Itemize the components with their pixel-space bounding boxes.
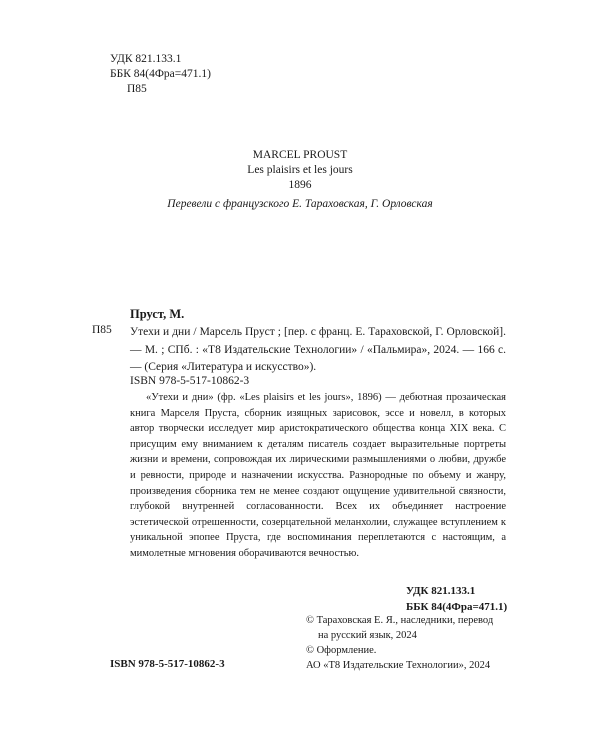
copyright-design: © Оформление. [306, 645, 377, 656]
original-title: Les plaisirs et les jours [247, 164, 353, 176]
catalog-isbn: ISBN 978-5-517-10862-3 [130, 375, 250, 387]
original-edition-info [0, 148, 600, 193]
copyright-publisher: АО «Т8 Издательские Технологии», 2024 [306, 660, 491, 671]
copyright-translation-cont: на русский язык, 2024 [318, 630, 417, 641]
copyright-translation: © Тараховская Е. Я., наследники, перевод [306, 615, 494, 626]
catalog-author-heading: Пруст, М. [130, 307, 185, 321]
bibliographic-entry: Утехи и дни / Марсель Пруст ; [пер. с франц. Е. Тараховской, Г. Орловской]. — М. ; СПб. : «Т8 Издательские Технологии» / «Пальмира», 2024. — 166 с. — (Серия «Литература и искусство»). [130, 326, 506, 373]
catalog-author-sign: П85 [92, 324, 112, 336]
original-year: 1896 [288, 179, 312, 191]
classification-block-bottom [406, 583, 507, 615]
annotation [130, 390, 506, 562]
translators-line: Перевели с французского Е. Тараховская, Г. Орловская [167, 198, 433, 210]
bbk-code-bottom: ББК 84(4Фра=471.1) [406, 601, 508, 613]
author-sign: П85 [127, 83, 147, 95]
annotation-text: «Утехи и дни» (фр. «Les plaisirs et les jours», 1896) — дебютная прозаическая книга Марселя Пруста, сборник изящных зарисовок, эссе и новелл, в которых автор творчески исследует мир аристократического общества конца XIX века. С присущим ему вниманием к деталям писатель создает выразительные портреты жизни и времени, сопровождая их лирическими размышлениями о любви, дружбе и ревности, природе и назначении искусства. Разнородные по объему и жанру, произведения сборника тем не менее создают ощущение удивительной связности, глубокой внутренней согласованности. Всех их объединяет настроение эстетической отрешенности, созерцательной меланхолии, служащее вступлением к уникальной эпопее Пруста, где воспоминания переплетаются с настоящим, а мимолетные мгновения оборачиваются вечностью. [130, 392, 506, 559]
classification-block-top [110, 52, 211, 97]
bbk-code: ББК 84(4Фра=471.1) [110, 68, 211, 80]
udk-code: УДК 821.133.1 [110, 53, 182, 65]
isbn-bottom: ISBN 978-5-517-10862-3 [110, 658, 225, 670]
original-author: MARCEL PROUST [252, 149, 348, 161]
copyright-block [306, 613, 493, 673]
udk-code-bottom: УДК 821.133.1 [406, 585, 476, 597]
